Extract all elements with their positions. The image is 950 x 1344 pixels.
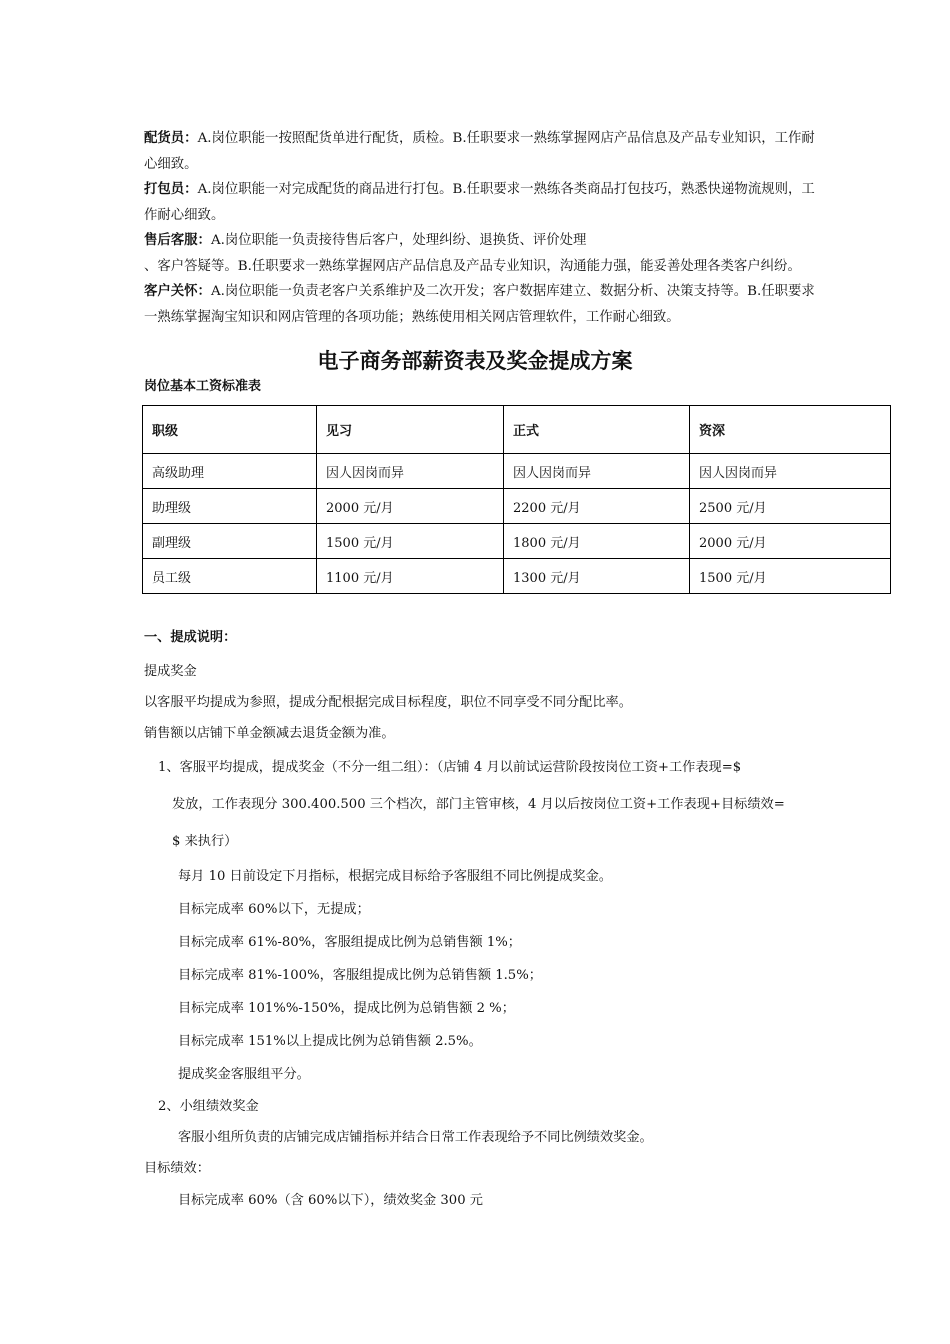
commission-section [144, 620, 844, 1217]
list-item: 2、小组绩效奖金 [158, 1099, 259, 1114]
paragraph: 每月 10 日前设定下月指标，根据完成目标给予客服组不同比例提成奖金。 [178, 869, 612, 884]
role-desc-cont: 、客户答疑等。B.任职要求一熟练掌握网店产品信息及产品专业知识，沟通能力强，能妥善处理各类客户纠纷。 [144, 258, 801, 274]
table-cell: 1500 元/月 [690, 559, 891, 594]
role-name: 客户关怀： [144, 284, 211, 299]
table-cell: 1100 元/月 [317, 559, 504, 594]
column-header: 资深 [690, 406, 891, 454]
table-header-row [143, 406, 891, 454]
role-paragraph [144, 228, 820, 279]
table-cell: 2000 元/月 [317, 489, 504, 524]
table-row [143, 454, 891, 489]
table-cell: 因人因岗而异 [504, 454, 690, 489]
paragraph: 提成奖金 [144, 664, 197, 679]
role-desc: A.岗位职能一负责老客户关系维护及二次开发；客户数据库建立、数据分析、决策支持等。B.任职要求一熟练掌握淘宝知识和网店管理的各项功能；熟练使用相关网店管理软件，工作耐心细致。 [144, 284, 815, 325]
column-header: 正式 [504, 406, 690, 454]
list-item: 1、客服平均提成，提成奖金（不分一组二组）：（店铺 4 月以前试运营阶段按岗位工资+工作表现=$ [158, 760, 742, 775]
role-paragraph [144, 279, 820, 330]
list-item-cont: $ 来执行） [172, 834, 238, 849]
role-desc: A.岗位职能一按照配货单进行配货，质检。B.任职要求一熟练掌握网店产品信息及产品专业知识，工作耐心细致。 [144, 131, 815, 172]
table-cell: 因人因岗而异 [317, 454, 504, 489]
table-cell: 副理级 [143, 524, 317, 559]
role-name: 配货员： [144, 131, 198, 146]
role-name: 售后客服： [144, 233, 211, 248]
list-item-cont: 发放，工作表现分 300.400.500 三个档次，部门主管审核，4 月以后按岗位工资+工作表现+目标绩效= [172, 797, 785, 812]
role-desc: A.岗位职能一对完成配货的商品进行打包。B.任职要求一熟练各类商品打包技巧，熟悉快递物流规则，工作耐心细致。 [144, 182, 815, 223]
table-cell: 1500 元/月 [317, 524, 504, 559]
paragraph: 目标完成率 60%（含 60%以下），绩效奖金 300 元 [178, 1193, 483, 1208]
role-descriptions [144, 126, 820, 330]
column-header: 见习 [317, 406, 504, 454]
table-cell: 助理级 [143, 489, 317, 524]
paragraph: 客服小组所负责的店铺完成店铺指标并结合日常工作表现给予不同比例绩效奖金。 [178, 1130, 653, 1145]
role-name: 打包员： [144, 182, 198, 197]
table-cell: 高级助理 [143, 454, 317, 489]
table-cell: 员工级 [143, 559, 317, 594]
role-desc: A.岗位职能一负责接待售后客户，处理纠纷、退换货、评价处理 [210, 233, 587, 248]
paragraph: 销售额以店铺下单金额减去退货金额为准。 [144, 726, 395, 741]
rate-line: 目标完成率 61%-80%，客服组提成比例为总销售额 1%； [178, 935, 521, 950]
rate-line: 目标完成率 101%%-150%，提成比例为总销售额 2 %； [178, 1001, 515, 1016]
table-row [143, 559, 891, 594]
role-paragraph [144, 126, 820, 177]
paragraph: 目标绩效： [144, 1161, 210, 1176]
table-cell: 1800 元/月 [504, 524, 690, 559]
table-row [143, 524, 891, 559]
rate-line: 目标完成率 151%以上提成比例为总销售额 2.5%。 [178, 1034, 482, 1049]
document-title: 电子商务部薪资表及奖金提成方案 [317, 349, 633, 373]
salary-table [142, 405, 891, 594]
role-paragraph [144, 177, 820, 228]
paragraph: 提成奖金客服组平分。 [178, 1067, 310, 1082]
table-cell: 2000 元/月 [690, 524, 891, 559]
table-cell: 2500 元/月 [690, 489, 891, 524]
table-cell: 1300 元/月 [504, 559, 690, 594]
table-cell: 2200 元/月 [504, 489, 690, 524]
table-row [143, 489, 891, 524]
rate-line: 目标完成率 60%以下，无提成； [178, 902, 370, 917]
paragraph: 以客服平均提成为参照，提成分配根据完成目标程度，职位不同享受不同分配比率。 [144, 695, 632, 710]
column-header: 职级 [143, 406, 317, 454]
table-caption: 岗位基本工资标准表 [144, 379, 262, 394]
rate-line: 目标完成率 81%-100%，客服组提成比例为总销售额 1.5%； [178, 968, 542, 983]
table-cell: 因人因岗而异 [690, 454, 891, 489]
section-heading: 一、提成说明： [144, 630, 237, 645]
